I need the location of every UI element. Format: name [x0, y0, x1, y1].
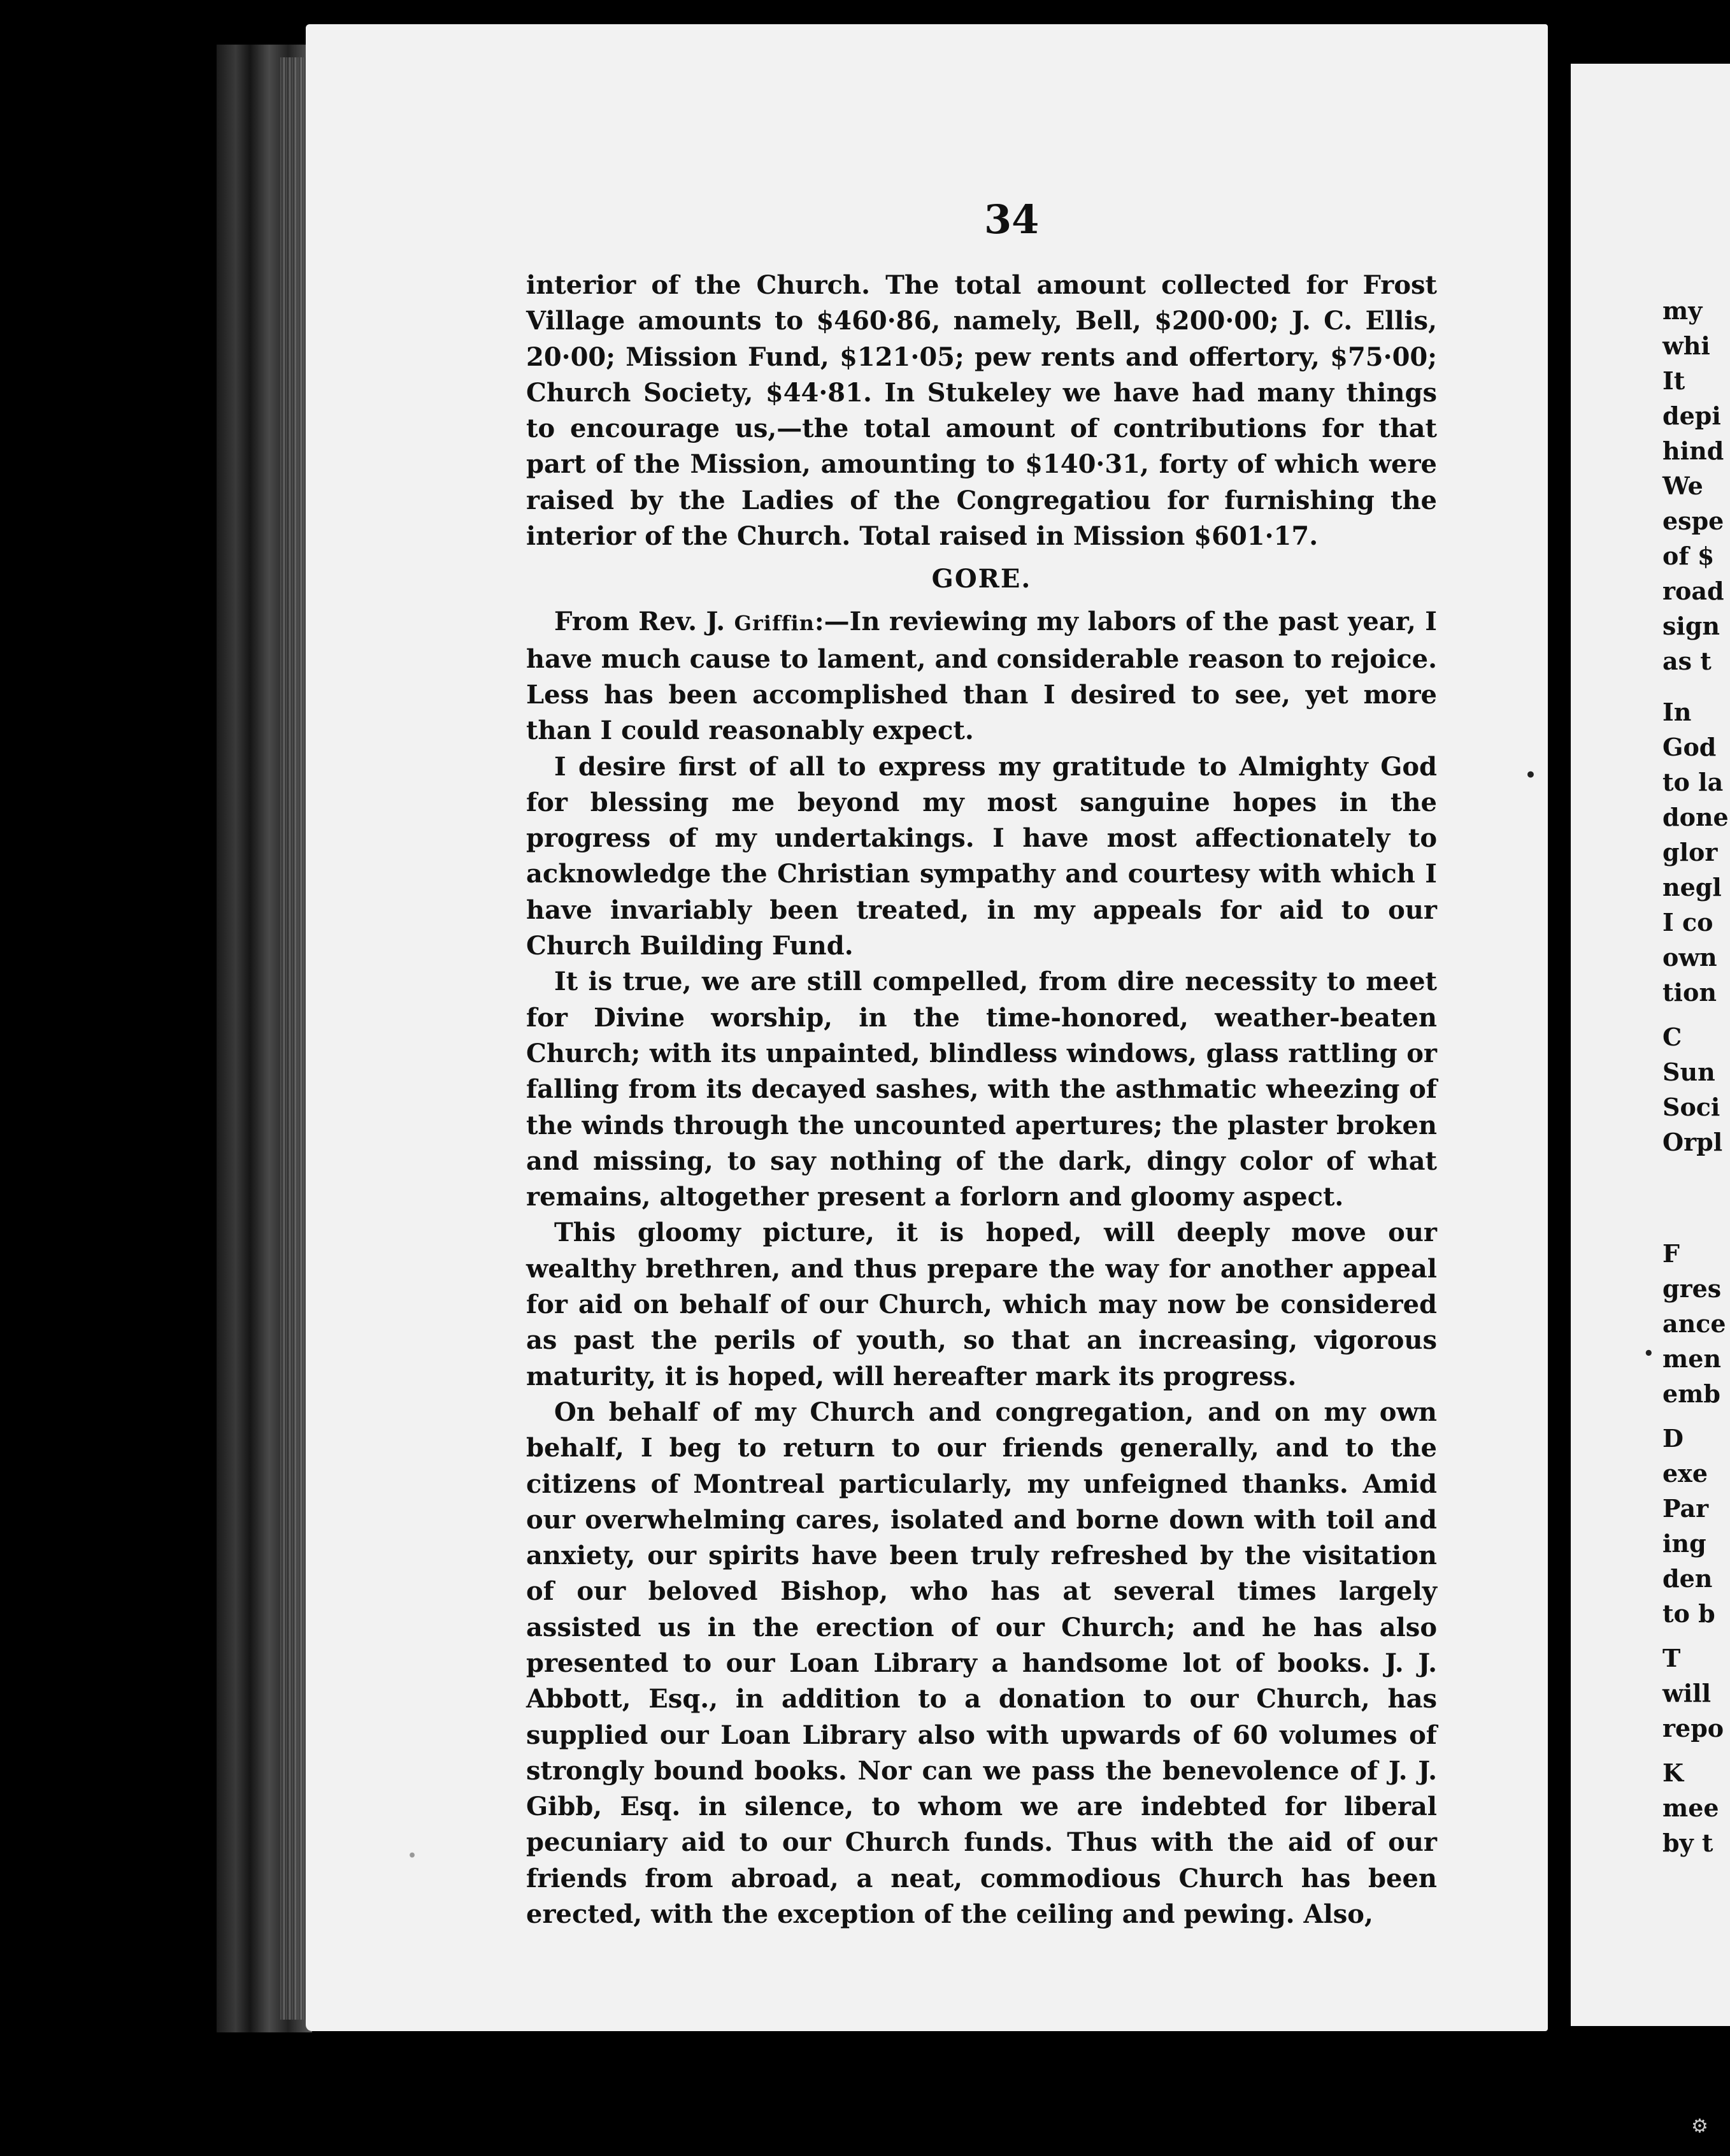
facing-page-line: God	[1662, 733, 1717, 761]
facing-page-line: ing	[1662, 1529, 1706, 1558]
facing-page-line: my	[1662, 296, 1703, 325]
facing-page-line: It	[1662, 366, 1685, 395]
scan-corner-icon: ⚙	[1691, 2115, 1708, 2138]
facing-page-line: hind	[1662, 436, 1724, 465]
body-paragraph: This gloomy picture, it is hoped, will deeply move our wealthy brethren, and thus prepare the way for another appeal for aid on behalf of our Church, which may now be considered as past the perils of youth, so that an increasing, vigorous maturity, it is hoped, will hereafter mark its progress.	[526, 1218, 1437, 1391]
facing-page-line: to la	[1662, 768, 1724, 796]
body-paragraph: I desire first of all to express my gratitude to Almighty God for blessing me beyond my most sanguine hopes in the progress of my undertakings. I have most affectionately to acknowledge the Christian sympathy and courtesy with which I have invariably been treated, in my appeals for aid to our Church Building Fund.	[526, 751, 1437, 961]
page-body	[526, 268, 1437, 1932]
facing-page-line: F	[1662, 1239, 1680, 1268]
facing-page-line: espe	[1662, 507, 1724, 535]
facing-page-line: tion	[1662, 978, 1717, 1007]
facing-page-line: ance	[1662, 1309, 1726, 1338]
facing-page-line: as t	[1662, 647, 1712, 675]
facing-page-line: done	[1662, 803, 1729, 831]
facing-page-line: whi	[1662, 331, 1710, 360]
griffin-intro-paragraph	[526, 604, 1437, 749]
facing-page-line: Orpl	[1662, 1128, 1723, 1156]
facing-page-line: mee	[1662, 1793, 1719, 1822]
facing-page-line: den	[1662, 1564, 1713, 1593]
intro-rest: :—In reviewing my labors of the past year, I have much cause to lament, and considerable reason to rejoice. Less has been accomplished than I desired to see, yet more than I could reasonably expect.	[526, 607, 1437, 746]
facing-page-line: gres	[1662, 1274, 1722, 1303]
author-name: Griffin	[734, 611, 815, 636]
body-paragraph: It is true, we are still compelled, from dire necessity to meet for Divine worship, in the time-honored, weather-beaten Church; with its unpainted, blindless windows, glass rattling or falling from its decayed sashes, with the asthmatic wheezing of the winds through the uncounted apertures; the plaster broken and missing, to say nothing of the dark, dingy color of what remains, altogether present a forlorn and gloomy aspect.	[526, 967, 1437, 1212]
facing-page-line: to b	[1662, 1599, 1715, 1628]
facing-page-line: by t	[1662, 1829, 1713, 1857]
page-number: 34	[984, 196, 1040, 243]
facing-page-line: Sun	[1662, 1058, 1715, 1086]
facing-page-line: of $	[1662, 542, 1715, 570]
section-heading: GORE.	[931, 564, 1032, 594]
scan-speck: •	[1525, 765, 1536, 786]
facing-page-line: repo	[1662, 1714, 1724, 1743]
facing-page-line: Soci	[1662, 1093, 1720, 1121]
facing-page-line: glor	[1662, 838, 1718, 866]
facing-page-line: will	[1662, 1679, 1712, 1707]
facing-page-line: depi	[1662, 401, 1721, 430]
facing-page-line: emb	[1662, 1379, 1720, 1408]
facing-page-line: D	[1662, 1424, 1684, 1453]
page-edges	[280, 57, 306, 2020]
facing-page-line: Par	[1662, 1494, 1709, 1523]
body-paragraph: On behalf of my Church and congregation, and on my own behalf, I beg to return to our friends generally, and to the citizens of Montreal particularly, my unfeigned thanks. Amid our overwhelming cares, isolated and borne down with toil and anxiety, our spirits have been truly refreshed by the visitation of our beloved Bishop, who has at several times largely assisted us in the erection of our Church; and he has also presented to our Loan Library a handsome lot of books. J. J. Abbott, Esq., in addition to a donation to our Church, has supplied our Loan Library also with upwards of 60 volumes of strongly bound books. Nor can we pass the benevolence of J. J. Gibb, Esq. in silence, to whom we are indebted for liberal pecuniary aid to our Church funds. Thus with the aid of our friends from abroad, a neat, commodious Church has been erected, with the exception of the ceiling and pewing. Also,	[526, 1397, 1437, 1930]
facing-page-line: In	[1662, 698, 1692, 726]
facing-page-line: own	[1662, 943, 1717, 972]
facing-page-line: negl	[1662, 873, 1722, 902]
scan-speck: •	[408, 1848, 417, 1864]
facing-page-line: men	[1662, 1344, 1722, 1373]
facing-page-line: I co	[1662, 908, 1713, 937]
facing-page-line: We	[1662, 471, 1703, 500]
facing-page-line: road	[1662, 577, 1724, 605]
continuation-paragraph: interior of the Church. The total amount collected for Frost Village amounts to $460·86, namely, Bell, $200·00; J. C. Ellis, 20·00; Mission Fund, $121·05; pew rents and offertory, $75·00; Church Society, $44·81. In Stukeley we have had many things to encourage us,—the total amount of contributions for that part of the Mission, amounting to $140·31, forty of which were raised by the Ladies of the Congregatiou for furnishing the interior of the Church. Total raised in Mission $601·17.	[526, 270, 1437, 552]
facing-page-line: C	[1662, 1023, 1682, 1051]
facing-page-line: exe	[1662, 1459, 1708, 1488]
scan-speck: •	[1643, 1344, 1654, 1363]
facing-page-line: sign	[1662, 612, 1720, 640]
intro-lead: From Rev. J.	[554, 607, 734, 637]
facing-page-line: T	[1662, 1644, 1681, 1672]
facing-page-line: K	[1662, 1758, 1684, 1787]
